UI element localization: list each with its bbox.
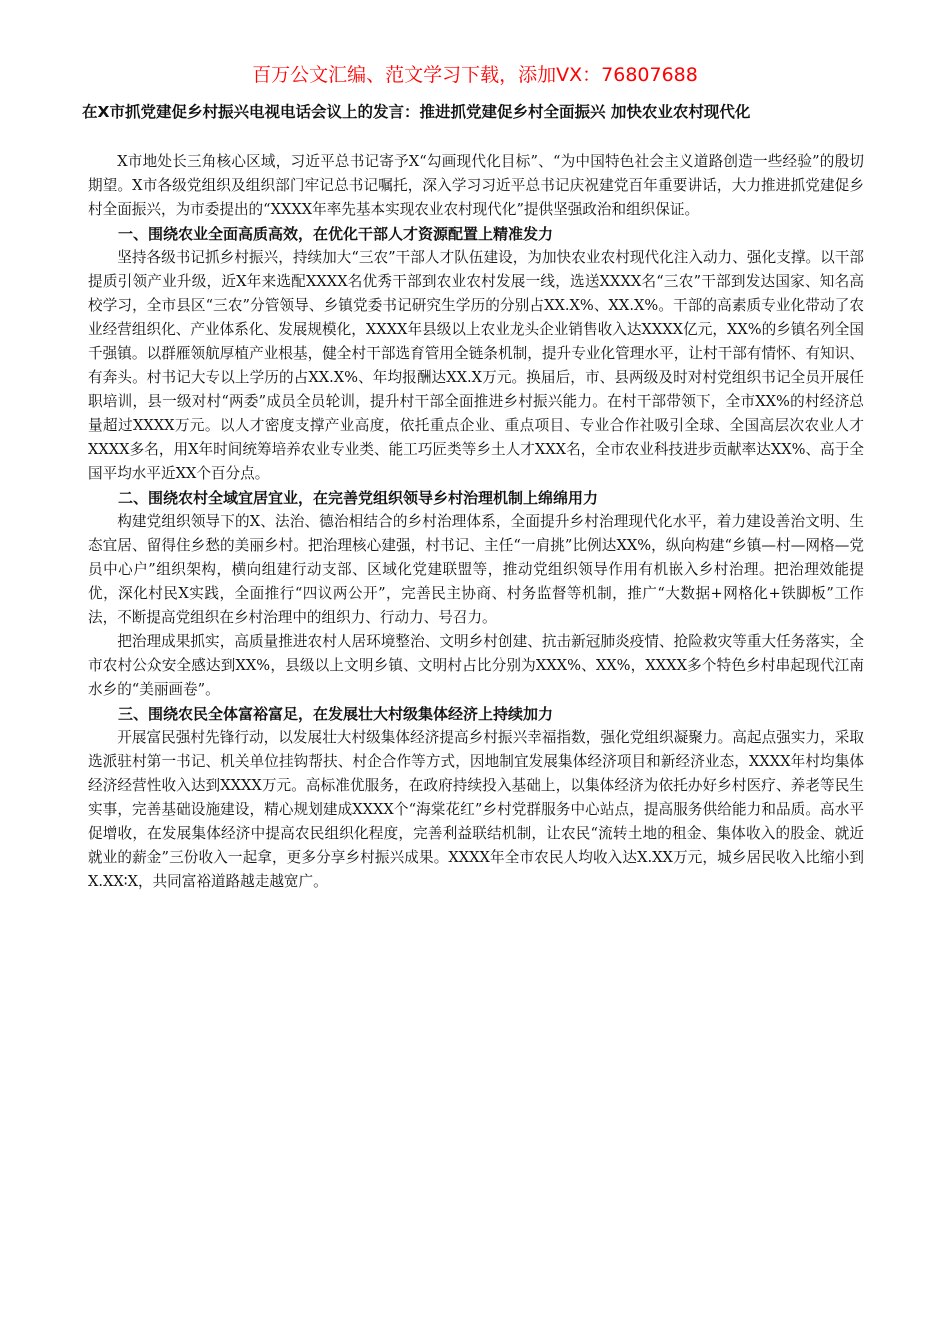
- section-1-paragraph: 坚持各级书记抓乡村振兴，持续加大“三农”干部人才队伍建设，为加快农业农村现代化注入动力、强化支撑。以干部提质引领产业升级，近X年来选配XXXX名优秀干部到农业农村发展一线，选送XXXX名“三农”干部到发达国家、知名高校学习，全市县区“三农”分管领导、乡镇党委书记研究生学历的分别占XX.X%、XX.X%。干部的高素质专业化带动了农业经营组织化、产业体系化、发展规模化，XXXX年县级以上农业龙头企业销售收入达XXXX亿元，XX%的乡镇名列全国千强镇。以群雁领航厚植产业根基，健全村干部选育管用全链条机制，提升专业化管理水平，让村干部有情怀、有知识、有奔头。村书记大专以上学历的占XX.X%、年均报酬达XX.X万元。换届后，市、县两级及时对村党组织书记全员开展任职培训，县一级对村“两委”成员全员轮训，提升村干部全面推进乡村振兴能力。在村干部带领下，全市XX%的村经济总量超过XXXX万元。以人才密度支撑产业高度，依托重点企业、重点项目、专业合作社吸引全球、全国高层次农业人才XXXX多名，用X年时间统筹培养农业专业类、能工巧匠类等乡土人才XXX名，全市农业科技进步贡献率达XX%、高于全国平均水平近XX个百分点。: [88, 249, 864, 482]
- document-title: 在X市抓党建促乡村振兴电视电话会议上的发言：推进抓党建促乡村全面振兴 加快农业农村现代化: [82, 103, 751, 121]
- section-heading-2: 二、围绕农村全域宜居宜业，在完善党组织领导乡村治理机制上绵绵用力: [118, 489, 599, 507]
- section-heading-3: 三、围绕农民全体富裕富足，在发展壮大村级集体经济上持续加力: [118, 705, 554, 723]
- section-2-paragraph-1: 构建党组织领导下的X、法治、德治相结合的乡村治理体系，全面提升乡村治理现代化水平，着力建设善治文明、生态宜居、留得住乡愁的美丽乡村。把治理核心建强，村书记、主任“一肩挑”比例达XX%，纵向构建“乡镇—村—网格—党员中心户”组织架构，横向组建行动支部、区域化党建联盟等，推动党组织领导作用有机嵌入乡村治理。把治理效能提优，深化村民X实践，全面推行“四议两公开”，完善民主协商、村务监督等机制，推广“大数据+网格化+铁脚板”工作法，不断提高党组织在乡村治理中的组织力、行动力、号召力。: [88, 513, 864, 626]
- promo-banner: 百万公文汇编、范文学习下载，添加VX：76807688: [252, 64, 698, 86]
- section-heading-1: 一、围绕农业全面高质高效，在优化干部人才资源配置上精准发力: [118, 225, 554, 243]
- intro-paragraph: X市地处长三角核心区域，习近平总书记寄予X“勾画现代化目标”、“为中国特色社会主义道路创造一些经验”的殷切期望。X市各级党组织及组织部门牢记总书记嘱托，深入学习习近平总书记庆祝建党百年重要讲话，大力推进抓党建促乡村全面振兴，为市委提出的“XXXX年率先基本实现农业农村现代化”提供坚强政治和组织保证。: [88, 153, 864, 218]
- section-2-paragraph-2: 把治理成果抓实，高质量推进农村人居环境整治、文明乡村创建、抗击新冠肺炎疫情、抢险救灾等重大任务落实，全市农村公众安全感达到XX%，县级以上文明乡镇、文明村占比分别为XXX%、XX%，XXXX多个特色乡村串起现代江南水乡的“美丽画卷”。: [88, 633, 864, 698]
- document-body: [88, 150, 864, 894]
- section-3-paragraph: 开展富民强村先锋行动，以发展壮大村级集体经济提高乡村振兴幸福指数，强化党组织凝聚力。高起点强实力，采取选派驻村第一书记、机关单位挂钩帮扶、村企合作等方式，因地制宜发展集体经济项目和新经济业态，XXXX年村均集体经济经营性收入达到XXXX万元。高标准优服务，在政府持续投入基础上，以集体经济为依托办好乡村医疗、养老等民生实事，完善基础设施建设，精心规划建成XXXX个“海棠花红”乡村党群服务中心站点，提高服务供给能力和品质。高水平促增收，在发展集体经济中提高农民组织化程度，完善利益联结机制，让农民“流转土地的租金、集体收入的股金、就近就业的薪金”三份收入一起拿，更多分享乡村振兴成果。XXXX年全市农民人均收入达X.XX万元，城乡居民收入比缩小到X.XX∶X，共同富裕道路越走越宽广。: [88, 729, 864, 890]
